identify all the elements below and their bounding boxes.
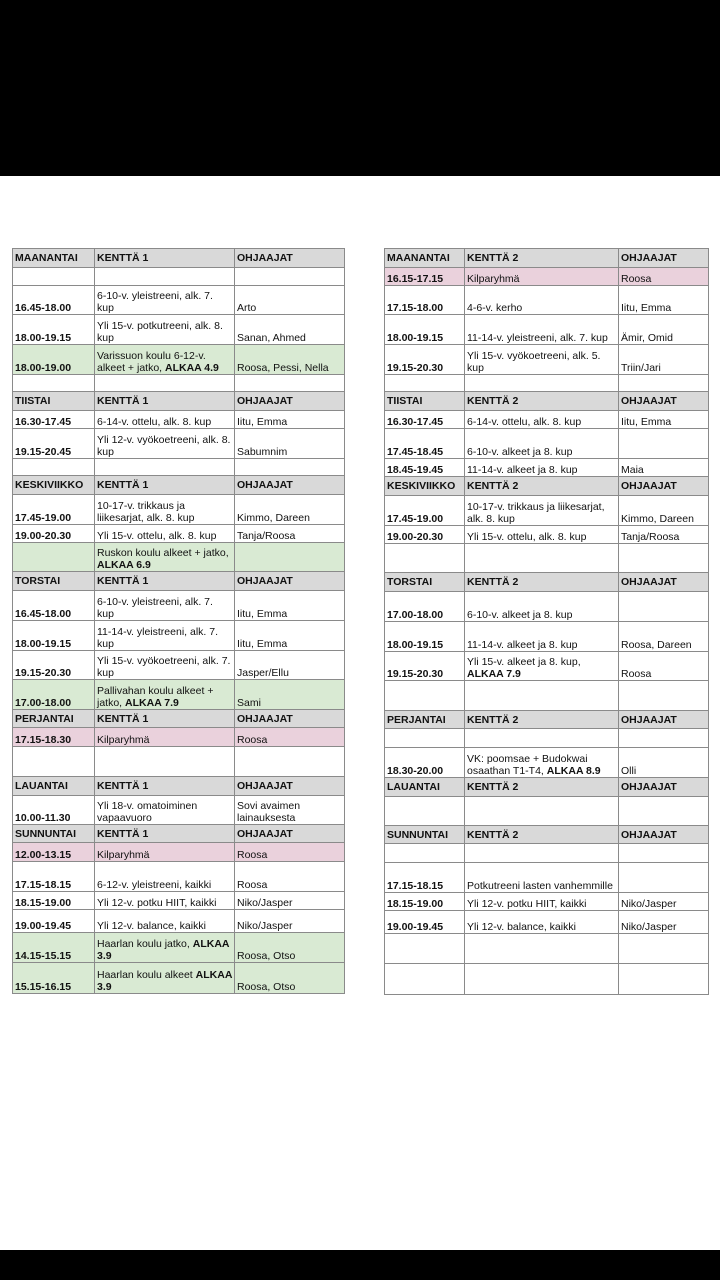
instructors-cell: Tanja/Roosa [235, 525, 345, 543]
table-row [385, 622, 709, 652]
activity-cell [465, 934, 619, 964]
activity-cell: Yli 15-v. alkeet ja 8. kup, ALKAA 7.9 [465, 652, 619, 681]
activity-cell [95, 747, 235, 777]
time-cell [385, 375, 465, 392]
activity-cell: 6-10-v. yleistreeni, alk. 7. kup [95, 286, 235, 315]
time-cell [385, 797, 465, 826]
day-label: LAUANTAI [385, 778, 465, 797]
start-date-note: ALKAA 4.9 [165, 362, 219, 374]
activity-cell: VK: poomsae + Budokwai osaathan T1-T4, ALKAA 8.9 [465, 748, 619, 778]
activity-cell: 6-14-v. ottelu, alk. 8. kup [465, 411, 619, 429]
instructors-label: OHJAAJAT [235, 476, 345, 495]
table-row [13, 543, 345, 572]
schedule-table-field-2 [384, 248, 709, 995]
activity-cell [465, 729, 619, 748]
activity-cell: Yli 12-v. balance, kaikki [465, 911, 619, 934]
day-header-row [13, 392, 345, 411]
start-date-note: ALKAA 3.9 [97, 938, 230, 962]
schedule-table-field-1 [12, 248, 345, 994]
table-row [385, 496, 709, 526]
day-header-row [385, 573, 709, 592]
time-cell: 17.45-18.45 [385, 429, 465, 459]
day-label: PERJANTAI [13, 710, 95, 728]
instructors-cell [619, 863, 709, 893]
day-header-row [385, 826, 709, 844]
instructors-cell: Roosa, Otso [235, 963, 345, 994]
day-header-row [385, 392, 709, 411]
time-cell: 19.15-20.30 [385, 345, 465, 375]
day-header-row [13, 572, 345, 591]
activity-cell: Kilparyhmä [95, 843, 235, 862]
table-row [13, 429, 345, 459]
activity-cell: Yli 12-v. vyökoetreeni, alk. 8. kup [95, 429, 235, 459]
time-cell: 19.00-19.45 [13, 910, 95, 933]
instructors-label: OHJAAJAT [619, 573, 709, 592]
activity-cell: 6-10-v. yleistreeni, alk. 7. kup [95, 591, 235, 621]
time-cell: 10.00-11.30 [13, 796, 95, 825]
field-label: KENTTÄ 2 [465, 249, 619, 268]
activity-cell [465, 681, 619, 711]
instructors-cell: Iitu, Emma [619, 286, 709, 315]
instructors-cell: Iitu, Emma [235, 591, 345, 621]
instructors-cell [619, 934, 709, 964]
time-cell: 16.30-17.45 [13, 411, 95, 429]
activity-cell [465, 544, 619, 573]
instructors-label: OHJAAJAT [619, 826, 709, 844]
activity-cell [465, 375, 619, 392]
bottom-black-bar [0, 1250, 720, 1280]
time-cell [13, 459, 95, 476]
day-label: MAANANTAI [385, 249, 465, 268]
start-date-note: ALKAA 8.9 [546, 765, 601, 777]
instructors-cell: Iitu, Emma [235, 621, 345, 651]
instructors-cell: Sovi avaimen lainauksesta [235, 796, 345, 825]
activity-cell: 11-14-v. alkeet ja 8. kup [465, 459, 619, 477]
activity-cell: Pallivahan koulu alkeet + jatko, ALKAA 7.9 [95, 680, 235, 710]
instructors-label: OHJAAJAT [619, 477, 709, 496]
activity-cell [95, 268, 235, 286]
activity-cell [95, 459, 235, 476]
table-row [13, 525, 345, 543]
day-header-row [385, 249, 709, 268]
activity-cell: Yli 12-v. potku HIIT, kaikki [95, 892, 235, 910]
table-row [13, 268, 345, 286]
time-cell: 17.15-18.15 [385, 863, 465, 893]
day-header-row [385, 477, 709, 496]
instructors-cell: Triin/Jari [619, 345, 709, 375]
day-label: TORSTAI [385, 573, 465, 592]
day-header-row [13, 249, 345, 268]
activity-cell: Yli 15-v. potkutreeni, alk. 8. kup [95, 315, 235, 345]
table-row [13, 796, 345, 825]
time-cell: 17.00-18.00 [13, 680, 95, 710]
instructors-cell: Roosa [235, 843, 345, 862]
instructors-label: OHJAAJAT [619, 778, 709, 797]
instructors-cell [619, 844, 709, 863]
instructors-cell: Tanja/Roosa [619, 526, 709, 544]
table-row [385, 844, 709, 863]
time-cell: 18.00-19.00 [13, 345, 95, 375]
start-date-note: ALKAA 7.9 [467, 668, 521, 680]
activity-cell: Yli 15-v. ottelu, alk. 8. kup [465, 526, 619, 544]
time-cell: 16.45-18.00 [13, 591, 95, 621]
instructors-cell: Roosa [235, 728, 345, 747]
instructors-cell [235, 375, 345, 392]
table-row [385, 964, 709, 995]
instructors-cell: Sabumnim [235, 429, 345, 459]
activity-cell: 11-14-v. yleistreeni, alk. 7. kup [95, 621, 235, 651]
activity-cell: 10-17-v. trikkaus ja liikesarjat, alk. 8. kup [95, 495, 235, 525]
table-row [13, 345, 345, 375]
instructors-cell [619, 797, 709, 826]
day-header-row [13, 777, 345, 796]
time-cell: 17.45-19.00 [13, 495, 95, 525]
time-cell [385, 964, 465, 995]
field-label: KENTTÄ 2 [465, 477, 619, 496]
time-cell [385, 844, 465, 863]
table-row [13, 892, 345, 910]
instructors-cell: Kimmo, Dareen [235, 495, 345, 525]
instructors-cell: Roosa, Dareen [619, 622, 709, 652]
time-cell [13, 747, 95, 777]
instructors-cell: Roosa [235, 862, 345, 892]
field-label: KENTTÄ 2 [465, 573, 619, 592]
day-label: TIISTAI [385, 392, 465, 411]
time-cell: 19.15-20.30 [13, 651, 95, 680]
table-row [13, 933, 345, 963]
day-label: SUNNUNTAI [385, 826, 465, 844]
table-row [13, 843, 345, 862]
table-row [385, 268, 709, 286]
time-cell: 16.30-17.45 [385, 411, 465, 429]
activity-cell: 10-17-v. trikkaus ja liikesarjat, alk. 8. kup [465, 496, 619, 526]
activity-cell: 6-10-v. alkeet ja 8. kup [465, 429, 619, 459]
activity-cell: 6-10-v. alkeet ja 8. kup [465, 592, 619, 622]
table-row [385, 459, 709, 477]
time-cell: 16.45-18.00 [13, 286, 95, 315]
activity-cell [465, 797, 619, 826]
time-cell: 16.15-17.15 [385, 268, 465, 286]
table-row [385, 729, 709, 748]
time-cell [385, 934, 465, 964]
instructors-label: OHJAAJAT [619, 711, 709, 729]
table-row [13, 680, 345, 710]
time-cell: 18.00-19.15 [13, 621, 95, 651]
table-row [385, 526, 709, 544]
instructors-label: OHJAAJAT [619, 249, 709, 268]
time-cell: 19.00-20.30 [385, 526, 465, 544]
instructors-label: OHJAAJAT [235, 249, 345, 268]
instructors-cell [235, 747, 345, 777]
time-cell: 18.15-19.00 [13, 892, 95, 910]
instructors-cell: Iitu, Emma [235, 411, 345, 429]
instructors-cell: Roosa [619, 652, 709, 681]
time-cell: 15.15-16.15 [13, 963, 95, 994]
activity-cell [465, 964, 619, 995]
table-row [385, 411, 709, 429]
activity-cell: 4-6-v. kerho [465, 286, 619, 315]
table-row [385, 286, 709, 315]
day-header-row [13, 825, 345, 843]
table-row [385, 345, 709, 375]
activity-cell: Yli 12-v. balance, kaikki [95, 910, 235, 933]
start-date-note: ALKAA 3.9 [97, 969, 233, 993]
table-row [13, 651, 345, 680]
start-date-note: ALKAA 7.9 [125, 697, 179, 709]
instructors-label: OHJAAJAT [235, 572, 345, 591]
instructors-cell: Roosa, Otso [235, 933, 345, 963]
field-label: KENTTÄ 1 [95, 710, 235, 728]
time-cell: 19.00-19.45 [385, 911, 465, 934]
table-row [13, 910, 345, 933]
time-cell: 17.00-18.00 [385, 592, 465, 622]
instructors-cell: Niko/Jasper [235, 910, 345, 933]
table-row [385, 429, 709, 459]
instructors-label: OHJAAJAT [235, 777, 345, 796]
time-cell: 17.45-19.00 [385, 496, 465, 526]
field-label: KENTTÄ 2 [465, 392, 619, 411]
time-cell: 17.15-18.00 [385, 286, 465, 315]
instructors-cell: Jasper/Ellu [235, 651, 345, 680]
activity-cell: Yli 18-v. omatoiminen vapaavuoro [95, 796, 235, 825]
table-row [13, 315, 345, 345]
activity-cell: Haarlan koulu alkeet ALKAA 3.9 [95, 963, 235, 994]
instructors-cell: Roosa, Pessi, Nella [235, 345, 345, 375]
field-label: KENTTÄ 2 [465, 826, 619, 844]
activity-cell: Kilparyhmä [95, 728, 235, 747]
activity-cell: Kilparyhmä [465, 268, 619, 286]
time-cell [13, 543, 95, 572]
time-cell: 18.00-19.15 [385, 315, 465, 345]
instructors-cell: Kimmo, Dareen [619, 496, 709, 526]
day-label: KESKIVIIKKO [385, 477, 465, 496]
day-label: TORSTAI [13, 572, 95, 591]
table-row [385, 797, 709, 826]
instructors-cell: Roosa [619, 268, 709, 286]
instructors-cell [619, 544, 709, 573]
day-label: KESKIVIIKKO [13, 476, 95, 495]
time-cell: 14.15-15.15 [13, 933, 95, 963]
instructors-cell [619, 592, 709, 622]
table-row [13, 375, 345, 392]
time-cell [385, 544, 465, 573]
activity-cell: 6-14-v. ottelu, alk. 8. kup [95, 411, 235, 429]
day-header-row [13, 476, 345, 495]
activity-cell: 6-12-v. yleistreeni, kaikki [95, 862, 235, 892]
day-label: TIISTAI [13, 392, 95, 411]
instructors-cell [619, 681, 709, 711]
day-label: MAANANTAI [13, 249, 95, 268]
time-cell: 17.15-18.30 [13, 728, 95, 747]
table-row [13, 591, 345, 621]
time-cell: 18.45-19.45 [385, 459, 465, 477]
table-row [385, 375, 709, 392]
instructors-cell [619, 729, 709, 748]
activity-cell: Ruskon koulu alkeet + jatko, ALKAA 6.9 [95, 543, 235, 572]
time-cell [13, 268, 95, 286]
time-cell: 18.15-19.00 [385, 893, 465, 911]
instructors-label: OHJAAJAT [235, 392, 345, 411]
field-label: KENTTÄ 1 [95, 825, 235, 843]
instructors-cell [619, 375, 709, 392]
activity-cell: Yli 15-v. vyökoetreeni, alk. 7. kup [95, 651, 235, 680]
instructors-label: OHJAAJAT [619, 392, 709, 411]
table-row [385, 893, 709, 911]
instructors-cell: Iitu, Emma [619, 411, 709, 429]
instructors-cell: Ämir, Omid [619, 315, 709, 345]
table-row [385, 592, 709, 622]
activity-cell: 11-14-v. yleistreeni, alk. 7. kup [465, 315, 619, 345]
time-cell: 17.15-18.15 [13, 862, 95, 892]
time-cell: 12.00-13.15 [13, 843, 95, 862]
table-row [13, 621, 345, 651]
instructors-label: OHJAAJAT [235, 710, 345, 728]
table-row [13, 862, 345, 892]
day-label: PERJANTAI [385, 711, 465, 729]
time-cell: 19.15-20.30 [385, 652, 465, 681]
instructors-cell: Niko/Jasper [235, 892, 345, 910]
activity-cell: Varissuon koulu 6-12-v. alkeet + jatko, ALKAA 4.9 [95, 345, 235, 375]
table-row [385, 748, 709, 778]
table-row [13, 411, 345, 429]
top-black-bar [0, 0, 720, 176]
table-row [13, 495, 345, 525]
time-cell: 19.00-20.30 [13, 525, 95, 543]
activity-cell: Yli 15-v. ottelu, alk. 8. kup [95, 525, 235, 543]
table-row [13, 286, 345, 315]
time-cell [13, 375, 95, 392]
instructors-cell: Olli [619, 748, 709, 778]
instructors-cell [235, 459, 345, 476]
day-label: SUNNUNTAI [13, 825, 95, 843]
instructors-cell [235, 543, 345, 572]
time-cell: 18.00-19.15 [13, 315, 95, 345]
instructors-cell [235, 268, 345, 286]
instructors-cell: Niko/Jasper [619, 893, 709, 911]
time-cell: 18.00-19.15 [385, 622, 465, 652]
day-header-row [13, 710, 345, 728]
activity-cell: Yli 15-v. vyökoetreeni, alk. 5. kup [465, 345, 619, 375]
activity-cell: Haarlan koulu jatko, ALKAA 3.9 [95, 933, 235, 963]
table-row [13, 747, 345, 777]
day-header-row [385, 778, 709, 797]
day-header-row [385, 711, 709, 729]
instructors-cell: Sami [235, 680, 345, 710]
time-cell [385, 681, 465, 711]
table-row [385, 544, 709, 573]
time-cell [385, 729, 465, 748]
table-row [385, 911, 709, 934]
instructors-cell [619, 964, 709, 995]
activity-cell [465, 844, 619, 863]
instructors-cell: Arto [235, 286, 345, 315]
start-date-note: ALKAA 6.9 [97, 559, 151, 571]
field-label: KENTTÄ 1 [95, 392, 235, 411]
table-row [13, 963, 345, 994]
field-label: KENTTÄ 2 [465, 711, 619, 729]
table-row [385, 863, 709, 893]
table-row [385, 934, 709, 964]
instructors-cell: Maia [619, 459, 709, 477]
field-label: KENTTÄ 1 [95, 572, 235, 591]
instructors-cell: Sanan, Ahmed [235, 315, 345, 345]
table-row [385, 652, 709, 681]
activity-cell: 11-14-v. alkeet ja 8. kup [465, 622, 619, 652]
instructors-label: OHJAAJAT [235, 825, 345, 843]
instructors-cell [619, 429, 709, 459]
table-row [385, 315, 709, 345]
day-label: LAUANTAI [13, 777, 95, 796]
field-label: KENTTÄ 1 [95, 476, 235, 495]
activity-cell: Yli 12-v. potku HIIT, kaikki [465, 893, 619, 911]
table-row [13, 459, 345, 476]
table-row [385, 681, 709, 711]
time-cell: 18.30-20.00 [385, 748, 465, 778]
table-row [13, 728, 345, 747]
instructors-cell: Niko/Jasper [619, 911, 709, 934]
activity-cell [95, 375, 235, 392]
field-label: KENTTÄ 2 [465, 778, 619, 797]
field-label: KENTTÄ 1 [95, 777, 235, 796]
activity-cell: Potkutreeni lasten vanhemmille [465, 863, 619, 893]
time-cell: 19.15-20.45 [13, 429, 95, 459]
field-label: KENTTÄ 1 [95, 249, 235, 268]
